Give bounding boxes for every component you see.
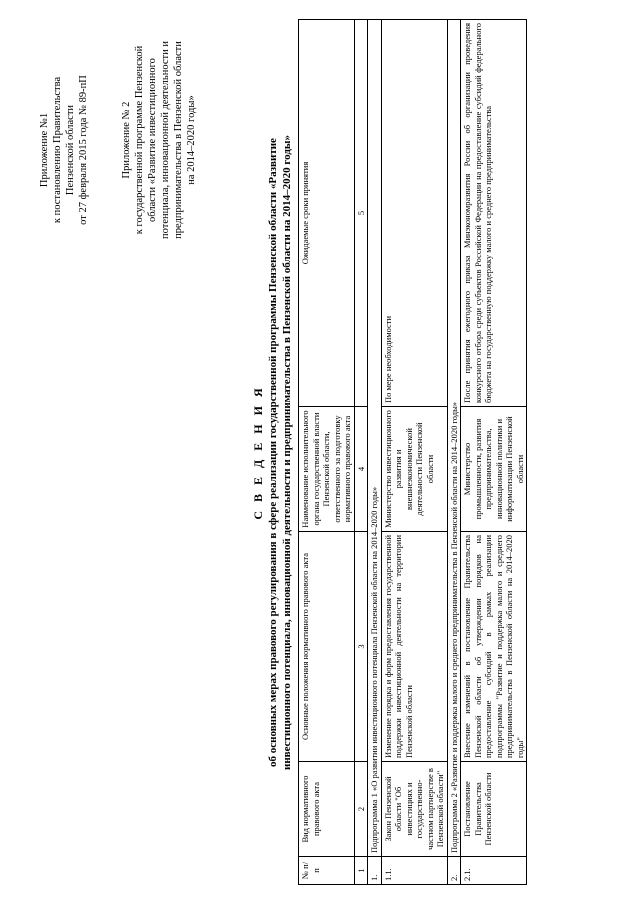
column-number-row — [354, 20, 368, 885]
header-type: Вид нормативного правового акта — [299, 762, 355, 857]
appendix-2-header — [120, 5, 198, 275]
table-section-row — [447, 20, 461, 885]
appendix-1-line: от 27 февраля 2015 года № 89-пП — [78, 75, 89, 225]
row-number: 1.1. — [381, 857, 447, 885]
section-title: Подпрограмма 1 «О развитии инвестиционного потенциала Пензенской области на 2014–2020 годы» — [368, 20, 382, 857]
cell-deadline: По мере необходимости — [381, 20, 447, 407]
cell-type: Закон Пензенской области "Об инвестициях и государственно-частном партнерстве в Пензенской области" — [381, 762, 447, 857]
document-title: С В Е Д Е Н И Я — [251, 385, 265, 520]
appendix-1-line: Приложение №1 — [39, 112, 50, 188]
cell-provisions: Внесение изменений в постановление Правительства Пензенской области об утверждении порядков на предоставление субсидий в рамках реализации подпрограммы "Развитие и поддержка малого и среднего предпринимательства в Пензенской области на 2014–2020 годы" — [461, 532, 527, 762]
appendix-2-line: потенциала, инновационной деятельности и — [160, 41, 171, 239]
column-number: 5 — [354, 20, 368, 407]
table-row — [381, 20, 447, 885]
document-title-block — [250, 20, 294, 885]
section-title: Подпрограмма 2 «Развитие и поддержка малого и среднего предпринимательства в Пензенской области на 2014–2020 годы» — [447, 20, 461, 857]
appendix-1-header — [38, 35, 90, 265]
appendix-2-line: на 2014–2020 годы» — [186, 95, 197, 185]
column-number: 1 — [354, 857, 368, 885]
header-executor: Наименование исполнительного органа государственной власти Пензенской области, ответственного за подготовку нормативного правового акта — [299, 407, 355, 532]
appendix-2-line: области «Развитие инвестиционного — [147, 58, 158, 222]
appendix-1-line: Пензенской области — [65, 104, 76, 196]
cell-provisions: Изменение порядка и форм предоставления государственной поддержки инвестиционной деятельности на территории Пензенской области — [381, 532, 447, 762]
row-number: 2.1. — [461, 857, 527, 885]
column-number: 3 — [354, 532, 368, 762]
document-subtitle: об основных мерах правового регулирования в сфере реализации государственной программы Пензенской области «Развитие — [267, 138, 279, 767]
header-num: № п/п — [299, 857, 355, 885]
appendix-2-line: Приложение № 2 — [121, 101, 132, 179]
row-number: 2. — [447, 857, 461, 885]
cell-executor: Министерство промышленности, развития предпринимательства, инновационной политики и информатизации Пензенской области — [461, 407, 527, 532]
measures-table — [298, 19, 527, 885]
cell-deadline: После принятия ежегодного приказа Минэкономразвития России об организации проведения конкурсного отбора среди субъектов Российской Федерации на предоставление субсидий федерального бюджета на государственную поддержку малого и среднего предпринимательства — [461, 20, 527, 407]
table-section-row — [368, 20, 382, 885]
header-provisions: Основные положения нормативного правового акта — [299, 532, 355, 762]
header-deadline: Ожидаемые сроки принятия — [299, 20, 355, 407]
column-number: 4 — [354, 407, 368, 532]
cell-type: Постановление Правительства Пензенской области — [461, 762, 527, 857]
appendix-1-line: к постановлению Правительства — [52, 76, 63, 224]
cell-executor: Министерство инвестиционного развития и внешнеэкономической деятельности Пензенской области — [381, 407, 447, 532]
column-number: 2 — [354, 762, 368, 857]
row-number: 1. — [368, 857, 382, 885]
appendix-2-line: к государственной программе Пензенской — [134, 45, 145, 235]
document-subtitle: инвестиционного потенциала, инновационной деятельности и предпринимательства в Пензенской области на 2014–2020 годы» — [281, 135, 293, 770]
table-row — [461, 20, 527, 885]
table-header-row — [299, 20, 355, 885]
appendix-2-line: предпринимательства в Пензенской области — [173, 41, 184, 239]
